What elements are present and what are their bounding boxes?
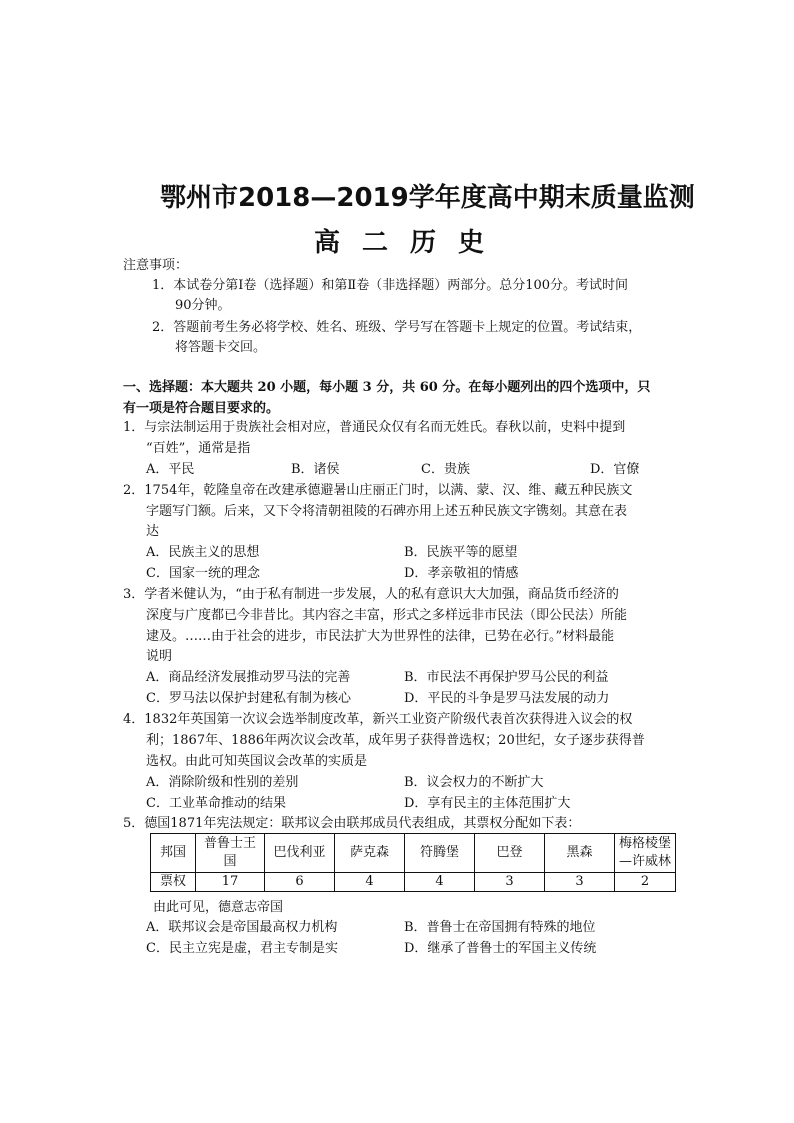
q4-option-a: A．消除阶级和性别的差别 — [146, 775, 299, 790]
q5-stem-after-table: 由此可见，德意志帝国 — [153, 900, 284, 915]
q3-option-b: B．市民法不再保护罗马公民的利益 — [404, 670, 609, 685]
q5-stem-line-1: 5．德国1871年宪法规定：联邦议会由联邦成员代表组成，其票权分配如下表： — [123, 816, 581, 831]
table-cell-votes: 4 — [335, 873, 405, 892]
q4-stem-line-1: 4．1832年英国第一次议会选举制度改革，新兴工业资产阶级代表首次获得进入议会的权 — [123, 712, 633, 727]
table-cell-votes: 6 — [265, 873, 335, 892]
table-cell-state: 梅格棱堡 —许威林 — [615, 834, 676, 873]
q1-option-c: C．贵族 — [421, 462, 470, 477]
section-instruction-line-1: 一、选择题：本大题共 20 小题，每小题 3 分，共 60 分。在每小题列出的四个选项中，只 — [123, 380, 651, 395]
q3-option-c: C．罗马法以保护封建私有制为核心 — [146, 691, 351, 706]
q3-stem-line-3: 逮及。……由于社会的进步，市民法扩大为世界性的法律，已势在必行。”材料最能 — [146, 629, 615, 644]
notice-item-2-line-1: 2．答题前考生务必将学校、姓名、班级、学号写在答题卡上规定的位置。考试结束， — [152, 320, 642, 335]
table-row-votes — [151, 873, 676, 892]
q2-option-a: A．民族主义的思想 — [146, 545, 260, 560]
q3-option-a: A．商品经济发展推动罗马法的完善 — [146, 670, 351, 685]
q4-option-c: C．工业革命推动的结果 — [146, 796, 286, 811]
subject-title: 高二历史 — [314, 228, 507, 258]
q4-stem-line-2: 利；1867年、1886年两次议会改革，成年男子获得普选权；20世纪，女子逐步获得普 — [146, 733, 645, 748]
notice-heading: 注意事项： — [123, 258, 189, 273]
table-cell-state: 巴登 — [475, 834, 545, 873]
table-cell-votes: 17 — [196, 873, 265, 892]
table-cell-votes: 2 — [615, 873, 676, 892]
q2-stem-line-1: 2．1754年，乾隆皇帝在改建承德避暑山庄丽正门时，以满、蒙、汉、维、藏五种民族文 — [123, 483, 633, 498]
q2-stem-line-2: 字题写门额。后来，又下令将清朝祖陵的石碑亦用上述五种民族文字镌刻。其意在表 — [146, 504, 628, 519]
notice-item-1-line-1: 1．本试卷分第Ⅰ卷（选择题）和第Ⅱ卷（非选择题）两部分。总分100分。考试时间 — [152, 278, 629, 293]
q5-option-d: D．继承了普鲁士的军国主义传统 — [404, 941, 597, 956]
q4-option-b: B．议会权力的不断扩大 — [404, 775, 544, 790]
table-cell-state: 巴伐利亚 — [265, 834, 335, 873]
notice-item-1-line-2: 90分钟。 — [175, 298, 231, 313]
q4-option-d: D．享有民主的主体范围扩大 — [404, 796, 571, 811]
q5-option-b: B．普鲁士在帝国拥有特殊的地位 — [404, 920, 596, 935]
q1-stem-line-1: 1．与宗法制运用于贵族社会相对应，普通民众仅有名而无姓氏。春秋以前，史料中提到 — [123, 420, 626, 435]
table-row-states — [151, 834, 676, 873]
q3-option-d: D．平民的斗争是罗马法发展的动力 — [404, 691, 610, 706]
q2-stem-line-3: 达 — [146, 524, 160, 539]
q3-stem-line-1: 3．学者米健认为，“由于私有制进一步发展，人的私有意识大大加强，商品货币经济的 — [123, 587, 619, 602]
table-cell-state: 黑森 — [545, 834, 615, 873]
q3-stem-line-4: 说明 — [146, 649, 173, 664]
table-header-state: 邦国 — [151, 834, 196, 873]
exam-title: 鄂州市2018—2019学年度高中期末质量监测 — [160, 183, 695, 213]
vote-allocation-table — [150, 833, 676, 892]
section-instruction-line-2: 有一项是符合题目要求的。 — [123, 401, 280, 416]
q2-option-b: B．民族平等的愿望 — [404, 545, 518, 560]
table-cell-votes: 3 — [545, 873, 615, 892]
table-cell-votes: 4 — [405, 873, 475, 892]
q1-option-a: A．平民 — [146, 462, 195, 477]
table-header-votes: 票权 — [151, 873, 196, 892]
q1-option-b: B．诸侯 — [291, 462, 340, 477]
q3-stem-line-2: 深度与广度都已今非昔比。其内容之丰富，形式之多样远非市民法（即公民法）所能 — [146, 608, 628, 623]
q1-option-d: D．官僚 — [590, 462, 640, 477]
q2-option-c: C．国家一统的理念 — [146, 566, 260, 581]
table-cell-votes: 3 — [475, 873, 545, 892]
q1-stem-line-2: “百姓”，通常是指 — [146, 441, 251, 456]
table-cell-state: 符腾堡 — [405, 834, 475, 873]
table-cell-state: 普鲁士王 国 — [196, 834, 265, 873]
q2-option-d: D．孝亲敬祖的情感 — [404, 566, 519, 581]
q4-stem-line-3: 选权。由此可知英国议会改革的实质是 — [146, 754, 368, 769]
notice-item-2-line-2: 将答题卡交回。 — [175, 340, 267, 355]
q5-option-c: C．民主立宪是虚，君主专制是实 — [146, 941, 338, 956]
table-cell-state: 萨克森 — [335, 834, 405, 873]
q5-option-a: A．联邦议会是帝国最高权力机构 — [146, 920, 338, 935]
